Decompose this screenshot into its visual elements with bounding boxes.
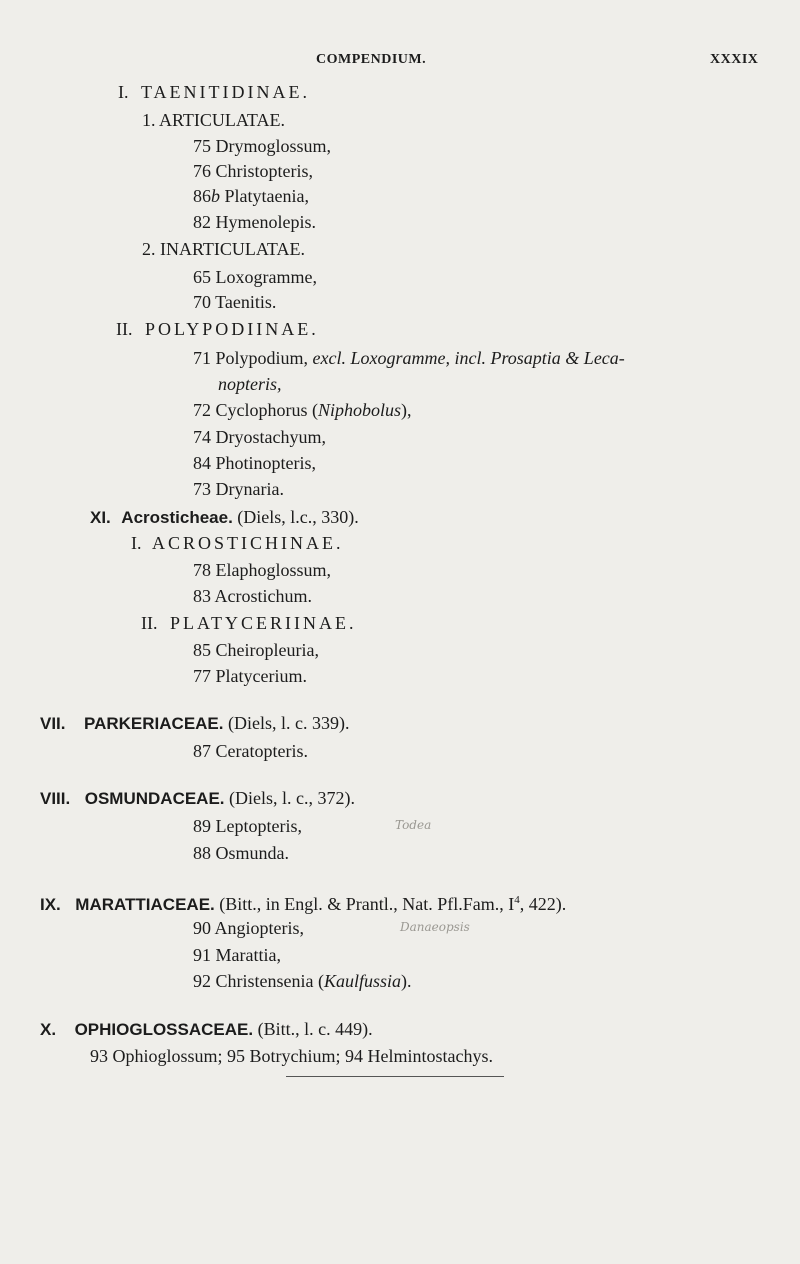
subfamily-number: I. — [118, 82, 129, 102]
genus-line: 65 Loxogramme, — [193, 267, 317, 287]
header-page-number: XXXIX — [710, 52, 759, 67]
pencil-annotation: Danaeopsis — [400, 920, 470, 934]
genus-line: 82 Hymenolepis. — [193, 212, 316, 232]
genus-line: 70 Taenitis. — [193, 292, 277, 312]
genus-synonym: Kaulfussia — [323, 971, 402, 991]
pencil-annotation: Todea — [395, 818, 432, 832]
line — [40, 1018, 373, 1041]
genus-line: 89 Leptopteris, — [193, 816, 302, 836]
genus-line — [193, 347, 625, 369]
line — [90, 506, 359, 529]
line — [116, 318, 319, 340]
superscript: 4 — [514, 894, 520, 906]
family-reference: (Bitt., in Engl. & Prantl., Nat. Pfl.Fam., I — [214, 894, 515, 914]
family-name: OPHIOGLOSSACEAE. — [74, 1020, 254, 1039]
tribe-reference: (Diels, l.c., 330). — [232, 507, 359, 527]
line: 2. INARTICULATAE. — [142, 239, 305, 259]
line — [40, 787, 355, 810]
genus-number-suffix: b — [211, 186, 220, 206]
subfamily-name: ACROSTICHINAE. — [152, 533, 344, 553]
subfamily-name: PLATYCERIINAE. — [170, 613, 357, 633]
genus-line: 93 Ophioglossum; 95 Botrychium; 94 Helmintostachys. — [90, 1046, 493, 1066]
genus-line: 85 Cheiropleuria, — [193, 640, 319, 660]
genus-line: 90 Angiopteris, — [193, 918, 304, 938]
line — [118, 81, 310, 103]
family-number: X. — [40, 1020, 57, 1039]
line — [141, 612, 357, 634]
family-number: VII. — [40, 714, 66, 733]
genus-name: Platytaenia, — [220, 186, 309, 206]
genus-line: 72 Cyclophorus (Niphobolus), — [193, 400, 412, 420]
line: 1. ARTICULATAE. — [142, 110, 285, 130]
genus-line: 91 Marattia, — [193, 945, 281, 965]
family-reference: (Bitt., l. c. 449). — [253, 1019, 373, 1039]
header-title: COMPENDIUM. — [316, 52, 427, 67]
genus-line: 75 Drymoglossum, — [193, 136, 332, 156]
tribe-name: Acrosticheae. — [121, 508, 233, 527]
genus-note: excl. Loxogramme, incl. Prosaptia & Leca- — [312, 348, 625, 368]
line — [131, 532, 344, 554]
genus-number: 86 — [193, 186, 211, 206]
genus-name: 71 Polypodium, — [193, 348, 313, 368]
line: IX. MARATTIACEAE. (Bitt., in Engl. & Prantl., Nat. Pfl.Fam., $I^4$, 422). — [40, 894, 567, 914]
genus-name: 92 Christensenia ( — [193, 971, 324, 991]
genus-line: 77 Platycerium. — [193, 666, 307, 686]
subfamily-name: POLYPODIINAE. — [145, 319, 319, 339]
genus-line: 87 Ceratopteris. — [193, 741, 308, 761]
genus-line: 74 Dryostachyum, — [193, 427, 326, 447]
genus-line: 73 Drynaria. — [193, 479, 284, 499]
genus-line: 76 Christopteris, — [193, 161, 313, 181]
subfamily-number: I. — [131, 533, 142, 553]
subfamily-number: II. — [141, 613, 158, 633]
genus-line — [193, 185, 309, 207]
family-number: IX. — [40, 895, 61, 914]
genus-line: 84 Photinopteris, — [193, 453, 317, 473]
line — [40, 712, 349, 735]
subfamily-number: II. — [116, 319, 133, 339]
genus-synonym: Niphobolus — [318, 400, 402, 420]
family-name: OSMUNDACEAE. — [84, 789, 225, 808]
genus-line: 88 Osmunda. — [193, 843, 289, 863]
genus-line: 83 Acrostichum. — [193, 586, 312, 606]
genus-line: 92 Christensenia (Kaulfussia). — [193, 971, 412, 991]
family-reference: (Diels, l. c., 372). — [224, 788, 356, 808]
genus-name: 72 Cyclophorus ( — [193, 400, 318, 420]
tribe-number: XI. — [90, 508, 111, 527]
family-name: PARKERIACEAE. — [84, 714, 224, 733]
footer-rule — [286, 1076, 504, 1077]
genus-line: 78 Elaphoglossum, — [193, 560, 331, 580]
family-number: VIII. — [40, 789, 71, 808]
subfamily-name: TAENITIDINAE. — [141, 82, 311, 102]
family-reference: (Diels, l. c. 339). — [223, 713, 350, 733]
genus-note-continued: nopteris, — [218, 374, 282, 394]
family-name: MARATTIACEAE. — [75, 895, 215, 914]
